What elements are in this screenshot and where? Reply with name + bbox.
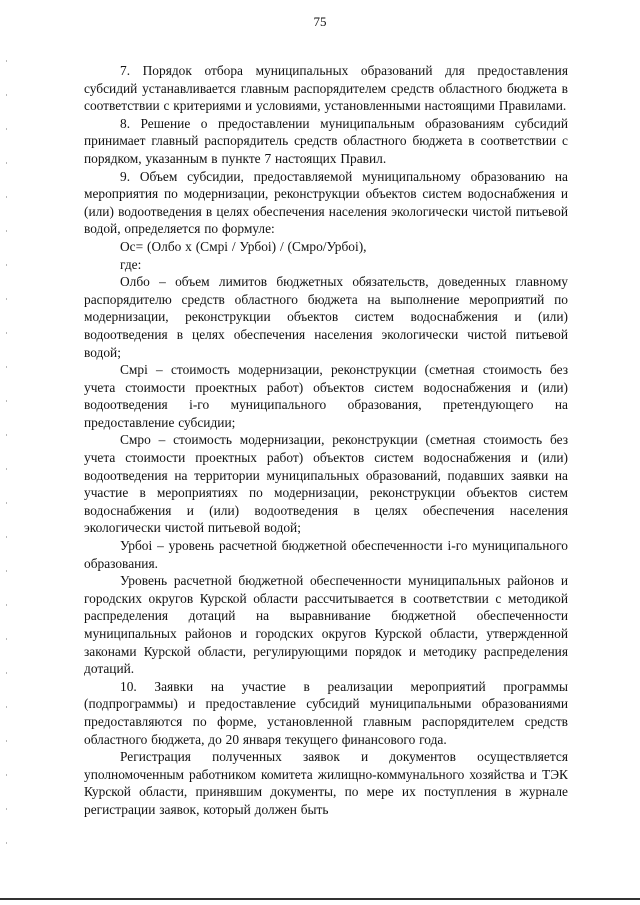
paragraph-8: 8. Решение о предоставлении муниципальным образованиям субсидий принимает главный распорядитель средств областного бюджета в соответствии с порядком, указанным в пункте 7 настоящих Правил. [84, 115, 568, 166]
definition-smro: Смро – стоимость модернизации, реконструкции (сметная стоимость без учета стоимости проектных работ) объектов систем водоснабжения и (или) водоотведения на территории муниципальных образований, подавших заявки на участие в мероприятиях по модернизации, реконструкции объектов систем водоснабжения и (или) водоотведения в целях обеспечения населения экологически чистой питьевой водой; [84, 432, 568, 536]
definition-urboi: Урбоi – уровень расчетной бюджетной обеспеченности i-го муниципального образования. [84, 538, 568, 571]
scan-edge-artifact [6, 60, 7, 860]
formula: Ос= (Олбо х (Смрi / Урбоi) / (Смро/Урбоi), [120, 238, 367, 254]
page-number: 75 [313, 14, 327, 29]
document-body [84, 62, 568, 819]
page-bottom-edge [0, 898, 640, 900]
paragraph-10: 10. Заявки на участие в реализации мероприятий программы (подпрограммы) и предоставление субсидий муниципальными образованиями предоставляются по форме, установленной главным распорядителем средств областного бюджета, до 20 января текущего финансового года. [84, 678, 568, 747]
paragraph-registration: Регистрация полученных заявок и документов осуществляется уполномоченным работником комитета жилищно-коммунального хозяйства и ТЭК Курской области, принявшим документы, по мере их поступления в журнале регистрации заявок, который должен быть [84, 749, 568, 817]
paragraph-7: 7. Порядок отбора муниципальных образований для предоставления субсидий устанавливается главным распорядителем средств областного бюджета в соответствии с критериями и условиями, установленными настоящими Правилами. [84, 63, 568, 114]
definition-smri: Смрi – стоимость модернизации, реконструкции (сметная стоимость без учета стоимости проектных работ) объектов систем водоснабжения и (или) водоотведения i-го муниципального образования, претендующего на предоставление субсидии; [84, 362, 568, 430]
paragraph-budget-level: Уровень расчетной бюджетной обеспеченности муниципальных районов и городских округов Курской области рассчитывается в соответствии с методикой распределения дотаций на выравнивание бюджетной обеспеченности муниципальных районов и городских округов Курской области, утвержденной законами Курской области, регулирующими порядок и методику распределения дотаций. [84, 573, 568, 677]
definition-olbo: Олбо – объем лимитов бюджетных обязательств, доведенных главному распорядителю средств областного бюджета на выполнение мероприятий по модернизации, реконструкции объектов систем водоснабжения и (или) водоотведения в целях обеспечения населения экологически чистой питьевой водой; [84, 274, 568, 360]
formula-where: где: [120, 256, 142, 272]
paragraph-9: 9. Объем субсидии, предоставляемой муниципальному образованию на мероприятия по модернизации, реконструкции объектов систем водоснабжения и (или) водоотведения в целях обеспечения населения экологически чистой питьевой водой, определяется по формуле: [84, 168, 568, 237]
